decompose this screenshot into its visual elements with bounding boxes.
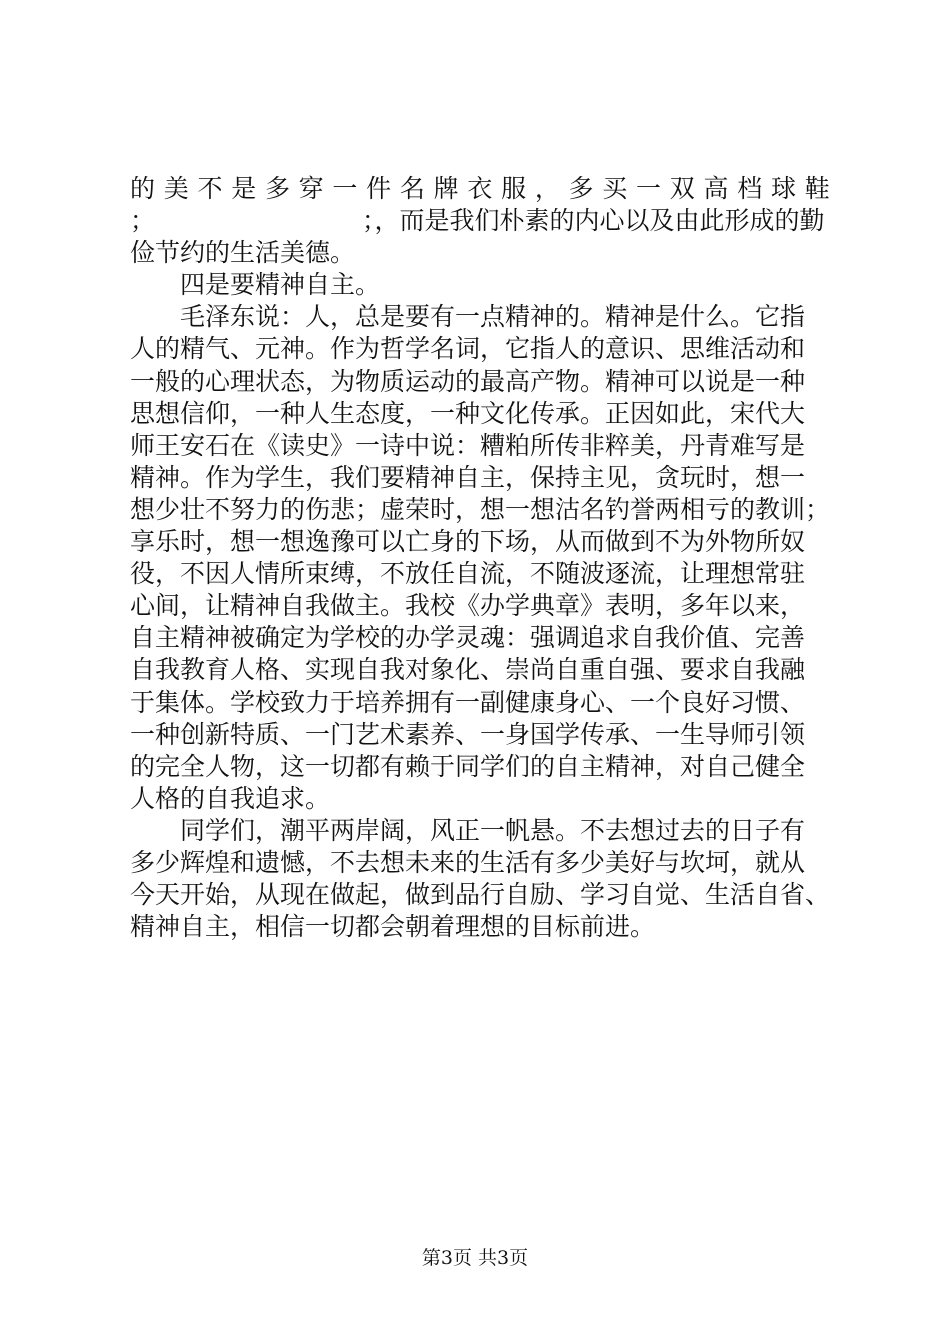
line-9: 师王安石在《读史》一诗中说：糟粕所传非粹美，丹青难写是 <box>130 430 806 460</box>
line-1 <box>130 173 830 205</box>
line-23: 今天开始，从现在做起，做到品行自励、学习自觉、生活自省、 <box>130 880 831 910</box>
line-6: 人的精气、元神。作为哲学名词，它指人的意识、思维活动和 <box>130 334 806 364</box>
line-2 <box>130 205 852 237</box>
line-1-char: 服 <box>501 174 527 203</box>
line-1-char: 牌 <box>433 174 459 203</box>
line-18: 一种创新特质、一门艺术素养、一身国学传承、一生导师引领 <box>130 719 806 749</box>
line-13: 役，不因人情所束缚，不放任自流，不随波逐流，让理想常驻 <box>130 559 806 589</box>
line-19: 的完全人物，这一切都有赖于同学们的自主精神，对自己健全 <box>130 751 806 781</box>
line-20: 人格的自我追求。 <box>130 783 331 813</box>
line-1-char: 名 <box>399 174 425 203</box>
line-2-semicolon: ； <box>130 206 156 236</box>
page-number-footer: 第3页 共3页 <box>421 1247 529 1269</box>
line-22: 多少辉煌和遗憾，不去想未来的生活有多少美好与坎坷，就从 <box>130 847 806 877</box>
line-1-char: 档 <box>737 174 763 203</box>
line-1-char: 一 <box>332 174 358 203</box>
line-17: 于集体。学校致力于培养拥有一副健康身心、一个良好习惯、 <box>130 687 806 717</box>
document-body <box>130 173 852 943</box>
line-1-char: 多 <box>568 174 594 203</box>
line-24: 精神自主，相信一切都会朝着理想的目标前进。 <box>130 912 656 942</box>
line-1-char: 买 <box>602 174 628 203</box>
line-1-char: 鞋 <box>804 174 830 203</box>
line-5: 毛泽东说：人，总是要有一点精神的。精神是什么。它指 <box>180 302 806 332</box>
line-15: 自主精神被确定为学校的办学灵魂：强调追求自我价值、完善 <box>130 623 806 653</box>
line-1-char: 高 <box>703 174 729 203</box>
paragraph-heading-four: 四是要精神自主。 <box>180 270 381 300</box>
line-11: 想少壮不努力的伤悲；虚荣时，想一想沽名钓誉两相亏的教训； <box>130 494 831 524</box>
line-12: 享乐时，想一想逸豫可以亡身的下场，从而做到不为外物所奴 <box>130 527 806 557</box>
line-1-char: 是 <box>231 174 257 203</box>
line-2-rest: ；，而是我们朴素的内心以及由此形成的勤 <box>362 206 825 236</box>
line-8: 思想信仰，一种人生态度，一种文化传承。正因如此，宋代大 <box>130 398 806 428</box>
line-1-char: 一 <box>636 174 662 203</box>
line-1-char: 衣 <box>467 174 493 203</box>
line-3: 俭节约的生活美德。 <box>130 238 356 268</box>
line-1-char: 双 <box>669 174 695 203</box>
line-1-char: 的 <box>130 174 156 203</box>
line-16: 自我教育人格、实现自我对象化、崇尚自重自强、要求自我融 <box>130 655 806 685</box>
line-1-char: ， <box>534 174 560 203</box>
line-14: 心间，让精神自我做主。我校《办学典章》表明，多年以来， <box>130 591 806 621</box>
line-1-char: 多 <box>264 174 290 203</box>
line-1-char: 球 <box>770 174 796 203</box>
line-1-char: 美 <box>163 174 189 203</box>
line-1-char: 不 <box>197 174 223 203</box>
line-10: 精神。作为学生，我们要精神自主，保持主见，贪玩时，想一 <box>130 462 806 492</box>
line-1-char: 件 <box>366 174 392 203</box>
line-21: 同学们，潮平两岸阔，风正一帆悬。不去想过去的日子有 <box>180 815 806 845</box>
line-1-char: 穿 <box>298 174 324 203</box>
line-7: 一般的心理状态，为物质运动的最高产物。精神可以说是一种 <box>130 366 806 396</box>
